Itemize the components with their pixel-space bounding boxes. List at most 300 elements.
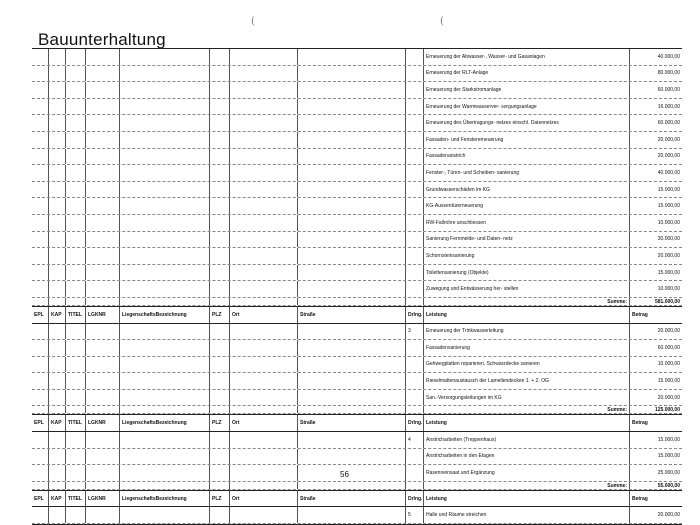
cell-liegenschaft	[120, 66, 210, 82]
cell-epl	[32, 182, 49, 198]
cell-ort	[230, 449, 298, 465]
cell-plz	[210, 66, 230, 82]
cell-ort	[230, 82, 298, 98]
cell-lgknr	[86, 232, 120, 248]
sum-value: 125.000,00	[654, 407, 680, 414]
cell-dringlichkeit	[406, 298, 424, 305]
cell-betrag: 60.000,00	[657, 120, 680, 127]
cell-plz	[210, 99, 230, 115]
cell-betrag: 20.000,00	[657, 394, 680, 401]
cell-liegenschaft	[120, 99, 210, 115]
cell-betrag: 10.000,00	[657, 219, 680, 226]
cell-dringlichkeit	[406, 281, 424, 297]
cell-lgknr	[86, 66, 120, 82]
header-dringlichkeit: Drlng.	[406, 491, 424, 507]
cell-strasse	[298, 99, 406, 115]
cell-epl	[32, 507, 49, 523]
cell-kap	[49, 165, 66, 181]
header-plz: PLZ	[210, 415, 230, 431]
sum-label: Summe:	[424, 298, 630, 305]
cell-strasse	[298, 373, 406, 389]
cell-ort	[230, 298, 298, 305]
cell-plz	[210, 432, 230, 448]
cell-lgknr	[86, 248, 120, 264]
sum-row	[32, 482, 682, 490]
cell-dringlichkeit	[406, 248, 424, 264]
cell-liegenschaft	[120, 82, 210, 98]
cell-liegenschaft	[120, 390, 210, 406]
cell-lgknr	[86, 507, 120, 523]
header-strasse: Straße	[298, 415, 406, 431]
cell-dringlichkeit	[406, 265, 424, 281]
cell-dringlichkeit	[406, 357, 424, 373]
cell-strasse	[298, 49, 406, 65]
cell-dringlichkeit	[406, 182, 424, 198]
cell-titel	[66, 99, 86, 115]
cell-epl	[32, 149, 49, 165]
cell-strasse	[298, 149, 406, 165]
cell-epl	[32, 82, 49, 98]
cell-epl	[32, 248, 49, 264]
cell-titel	[66, 406, 86, 413]
cell-betrag: 10.000,00	[657, 361, 680, 368]
cell-kap	[49, 298, 66, 305]
cell-plz	[210, 406, 230, 413]
cell-dringlichkeit	[406, 465, 424, 481]
cell-epl	[32, 232, 49, 248]
cell-dringlichkeit	[406, 449, 424, 465]
sum-row	[32, 298, 682, 306]
header-betrag: Betrag	[632, 311, 648, 318]
table-row	[32, 215, 682, 232]
cell-dringlichkeit	[406, 390, 424, 406]
cell-kap	[49, 66, 66, 82]
header-ort: Ort	[230, 307, 298, 323]
page-number: 56	[340, 470, 349, 479]
cell-ort	[230, 198, 298, 214]
cell-leistung: Erneuerung der Abwasser-, Wasser- und Gasanlagen	[424, 49, 630, 65]
cell-liegenschaft	[120, 215, 210, 231]
cell-strasse	[298, 115, 406, 131]
cell-kap	[49, 198, 66, 214]
cell-strasse	[298, 66, 406, 82]
cell-strasse	[298, 132, 406, 148]
cell-dringlichkeit	[406, 132, 424, 148]
cell-epl	[32, 449, 49, 465]
cell-titel	[66, 465, 86, 481]
cell-plz	[210, 49, 230, 65]
cell-kap	[49, 132, 66, 148]
header-leistung: Leistung	[424, 415, 630, 431]
cell-liegenschaft	[120, 465, 210, 481]
cell-leistung: KG-Aussentürerneuerung	[424, 198, 630, 214]
cell-leistung: Fassaden- und Fenstererneuerung	[424, 132, 630, 148]
cell-titel	[66, 82, 86, 98]
cell-dringlichkeit	[406, 149, 424, 165]
cell-liegenschaft	[120, 373, 210, 389]
cell-kap	[49, 373, 66, 389]
cell-titel	[66, 132, 86, 148]
cell-betrag: 25.000,00	[657, 470, 680, 477]
cell-plz	[210, 149, 230, 165]
cell-epl	[32, 132, 49, 148]
cell-kap	[49, 232, 66, 248]
cell-strasse	[298, 215, 406, 231]
cell-strasse	[298, 298, 406, 305]
header-kap: KAP	[49, 415, 66, 431]
cell-dringlichkeit	[406, 215, 424, 231]
cell-dringlichkeit	[406, 115, 424, 131]
cell-titel	[66, 281, 86, 297]
cell-kap	[49, 449, 66, 465]
table-row	[32, 507, 682, 524]
cell-titel	[66, 165, 86, 181]
cell-leistung: San.-Versorgungsleitungen im KG	[424, 390, 630, 406]
cell-betrag: 15.000,00	[657, 269, 680, 276]
cell-strasse	[298, 248, 406, 264]
cell-ort	[230, 182, 298, 198]
cell-ort	[230, 49, 298, 65]
cell-lgknr	[86, 406, 120, 413]
cell-lgknr	[86, 149, 120, 165]
cell-epl	[32, 165, 49, 181]
header-lgknr: LGKNR	[86, 307, 120, 323]
cell-liegenschaft	[120, 406, 210, 413]
cell-liegenschaft	[120, 432, 210, 448]
cell-plz	[210, 132, 230, 148]
cell-strasse	[298, 324, 406, 340]
cell-plz	[210, 449, 230, 465]
table-row	[32, 232, 682, 249]
cell-kap	[49, 507, 66, 523]
header-plz: PLZ	[210, 307, 230, 323]
cell-liegenschaft	[120, 182, 210, 198]
cell-liegenschaft	[120, 298, 210, 305]
cell-lgknr	[86, 465, 120, 481]
cell-plz	[210, 165, 230, 181]
cell-epl	[32, 265, 49, 281]
cell-plz	[210, 340, 230, 356]
cell-leistung: Erneuerung der Warmwasserver- sorgungsanlage	[424, 99, 630, 115]
cell-lgknr	[86, 82, 120, 98]
cell-ort	[230, 482, 298, 489]
header-ort: Ort	[230, 491, 298, 507]
cell-liegenschaft	[120, 265, 210, 281]
cell-betrag: 80.000,00	[657, 70, 680, 77]
header-dringlichkeit: Drlng.	[406, 415, 424, 431]
table-row	[32, 465, 682, 482]
cell-dringlichkeit	[406, 66, 424, 82]
sum-value: 581.000,00	[654, 298, 680, 305]
cell-kap	[49, 340, 66, 356]
header-betrag: Betrag	[632, 420, 648, 427]
cell-ort	[230, 373, 298, 389]
cell-strasse	[298, 482, 406, 489]
cell-strasse	[298, 232, 406, 248]
cell-liegenschaft	[120, 149, 210, 165]
cell-titel	[66, 357, 86, 373]
cell-liegenschaft	[120, 281, 210, 297]
cell-titel	[66, 390, 86, 406]
cell-ort	[230, 406, 298, 413]
header-lgknr: LGKNR	[86, 415, 120, 431]
cell-strasse	[298, 198, 406, 214]
cell-ort	[230, 165, 298, 181]
cell-kap	[49, 248, 66, 264]
cell-dringlichkeit	[406, 49, 424, 65]
cell-leistung: Anstricharbeiten (Treppenhaus)	[424, 432, 630, 448]
header-dringlichkeit: Drlng.	[406, 307, 424, 323]
table-row	[32, 149, 682, 166]
cell-dringlichkeit	[406, 340, 424, 356]
header-ort: Ort	[230, 415, 298, 431]
cell-leistung: Zuwegung und Entwässerung her- stellen	[424, 281, 630, 297]
cell-kap	[49, 357, 66, 373]
scan-mark-left: (	[251, 16, 255, 27]
cell-leistung: Erneuerung der Trinkwasserleitung	[424, 324, 630, 340]
cell-epl	[32, 340, 49, 356]
cell-dringlichkeit	[406, 482, 424, 489]
cell-leistung: Gehwegplatten reparieren, Schwarzdecke sanieren	[424, 357, 630, 373]
cell-betrag: 60.000,00	[657, 86, 680, 93]
cell-strasse	[298, 281, 406, 297]
header-kap: KAP	[49, 307, 66, 323]
cell-plz	[210, 232, 230, 248]
cell-betrag: 60.000,00	[657, 344, 680, 351]
cell-plz	[210, 115, 230, 131]
cell-strasse	[298, 82, 406, 98]
cell-kap	[49, 265, 66, 281]
cell-kap	[49, 324, 66, 340]
cell-epl	[32, 281, 49, 297]
cell-plz	[210, 324, 230, 340]
header-leistung: Leistung	[424, 307, 630, 323]
cell-titel	[66, 449, 86, 465]
cell-lgknr	[86, 99, 120, 115]
cell-lgknr	[86, 265, 120, 281]
cell-liegenschaft	[120, 232, 210, 248]
cell-epl	[32, 198, 49, 214]
cell-lgknr	[86, 357, 120, 373]
header-epl: EPL	[32, 307, 49, 323]
cell-plz	[210, 298, 230, 305]
cell-ort	[230, 232, 298, 248]
cell-epl	[32, 115, 49, 131]
cell-titel	[66, 115, 86, 131]
cell-leistung: Halle und Räume streichen	[424, 507, 630, 523]
table-row	[32, 132, 682, 149]
cell-plz	[210, 248, 230, 264]
cell-kap	[49, 182, 66, 198]
table-row	[32, 49, 682, 66]
cell-plz	[210, 182, 230, 198]
cell-titel	[66, 340, 86, 356]
cell-epl	[32, 324, 49, 340]
table-header-row	[32, 306, 682, 324]
cell-betrag: 40.000,00	[657, 53, 680, 60]
cell-ort	[230, 265, 298, 281]
cell-leistung: Erneuerung der Starkstromanlage	[424, 82, 630, 98]
cell-betrag: 15.000,00	[657, 186, 680, 193]
table-row	[32, 82, 682, 99]
cell-plz	[210, 281, 230, 297]
cell-epl	[32, 432, 49, 448]
cell-titel	[66, 482, 86, 489]
cell-plz	[210, 357, 230, 373]
cell-dringlichkeit	[406, 406, 424, 413]
table-row	[32, 248, 682, 265]
cell-titel	[66, 248, 86, 264]
cell-titel	[66, 66, 86, 82]
cell-titel	[66, 149, 86, 165]
cell-ort	[230, 465, 298, 481]
cell-liegenschaft	[120, 165, 210, 181]
header-liegenschaft: LiegenschaftsBezeichnung	[120, 491, 210, 507]
cell-epl	[32, 465, 49, 481]
cell-plz	[210, 390, 230, 406]
cell-kap	[49, 149, 66, 165]
cell-strasse	[298, 432, 406, 448]
cell-strasse	[298, 449, 406, 465]
cell-dringlichkeit: 4	[406, 432, 424, 448]
cell-strasse	[298, 465, 406, 481]
cell-kap	[49, 482, 66, 489]
cell-titel	[66, 265, 86, 281]
cell-liegenschaft	[120, 507, 210, 523]
cell-leistung: Fenster-, Türen- und Scheiben- sanierung	[424, 165, 630, 181]
header-liegenschaft: LiegenschaftsBezeichnung	[120, 415, 210, 431]
cell-ort	[230, 340, 298, 356]
cell-strasse	[298, 507, 406, 523]
header-leistung: Leistung	[424, 491, 630, 507]
cell-strasse	[298, 165, 406, 181]
cell-liegenschaft	[120, 248, 210, 264]
cell-kap	[49, 82, 66, 98]
cell-ort	[230, 215, 298, 231]
sum-label: Summe:	[424, 406, 630, 413]
cell-dringlichkeit	[406, 165, 424, 181]
cell-titel	[66, 232, 86, 248]
cell-lgknr	[86, 281, 120, 297]
header-strasse: Straße	[298, 491, 406, 507]
header-liegenschaft: LiegenschaftsBezeichnung	[120, 307, 210, 323]
cell-epl	[32, 390, 49, 406]
cell-plz	[210, 198, 230, 214]
cell-liegenschaft	[120, 198, 210, 214]
cell-plz	[210, 482, 230, 489]
header-titel: TITEL	[66, 491, 86, 507]
cell-plz	[210, 507, 230, 523]
cell-lgknr	[86, 165, 120, 181]
cell-ort	[230, 66, 298, 82]
cell-strasse	[298, 390, 406, 406]
cell-ort	[230, 99, 298, 115]
cell-lgknr	[86, 298, 120, 305]
cell-betrag: 20.000,00	[657, 136, 680, 143]
cell-betrag: 16.000,00	[657, 103, 680, 110]
cell-leistung: RW-Fallrohre anschliessen	[424, 215, 630, 231]
cell-titel	[66, 373, 86, 389]
cell-epl	[32, 215, 49, 231]
cell-leistung: Anstricharbeiten in den Etagen	[424, 449, 630, 465]
cell-epl	[32, 99, 49, 115]
cell-betrag: 15.000,00	[657, 378, 680, 385]
sum-row	[32, 406, 682, 414]
cell-lgknr	[86, 482, 120, 489]
cell-epl	[32, 357, 49, 373]
cell-lgknr	[86, 182, 120, 198]
header-epl: EPL	[32, 491, 49, 507]
cell-ort	[230, 149, 298, 165]
cell-liegenschaft	[120, 482, 210, 489]
table-row	[32, 432, 682, 449]
table-row	[32, 99, 682, 116]
cell-kap	[49, 390, 66, 406]
cell-ort	[230, 115, 298, 131]
cell-betrag: 30.000,00	[657, 236, 680, 243]
cell-ort	[230, 390, 298, 406]
cell-epl	[32, 406, 49, 413]
table-row	[32, 198, 682, 215]
cell-plz	[210, 465, 230, 481]
cell-kap	[49, 115, 66, 131]
table-row	[32, 182, 682, 199]
table-row	[32, 324, 682, 341]
cell-kap	[49, 406, 66, 413]
cell-leistung: Grundwasserschäden im KG	[424, 182, 630, 198]
cell-liegenschaft	[120, 115, 210, 131]
cell-titel	[66, 324, 86, 340]
cell-kap	[49, 49, 66, 65]
cell-ort	[230, 507, 298, 523]
cell-betrag: 15.000,00	[657, 436, 680, 443]
cell-betrag: 20.000,00	[657, 252, 680, 259]
cell-strasse	[298, 357, 406, 373]
table-header-row	[32, 490, 682, 508]
cell-titel	[66, 182, 86, 198]
cell-plz	[210, 82, 230, 98]
cell-lgknr	[86, 449, 120, 465]
header-titel: TITEL	[66, 415, 86, 431]
cell-strasse	[298, 406, 406, 413]
cell-lgknr	[86, 132, 120, 148]
table-row	[32, 66, 682, 83]
cell-leistung: Sanierung Fernmelde- und Daten- netz	[424, 232, 630, 248]
cell-ort	[230, 357, 298, 373]
cell-liegenschaft	[120, 449, 210, 465]
cell-strasse	[298, 340, 406, 356]
cell-lgknr	[86, 215, 120, 231]
cell-kap	[49, 432, 66, 448]
cell-plz	[210, 215, 230, 231]
cell-lgknr	[86, 198, 120, 214]
cell-epl	[32, 373, 49, 389]
cell-titel	[66, 507, 86, 523]
header-lgknr: LGKNR	[86, 491, 120, 507]
cell-leistung: Toilettensanierung (Objekte)	[424, 265, 630, 281]
cell-leistung: Rieselmattenaustausch der Lamellendecken 1. + 2. OG	[424, 373, 630, 389]
table-row	[32, 281, 682, 298]
cell-dringlichkeit	[406, 232, 424, 248]
cell-ort	[230, 432, 298, 448]
cell-ort	[230, 248, 298, 264]
cell-leistung: Rasenneinsaat und Ergänzung	[424, 465, 630, 481]
sum-label: Summe:	[424, 482, 630, 489]
cell-dringlichkeit	[406, 198, 424, 214]
cell-lgknr	[86, 340, 120, 356]
cell-leistung: Fassadenanstrich	[424, 149, 630, 165]
cell-dringlichkeit	[406, 82, 424, 98]
